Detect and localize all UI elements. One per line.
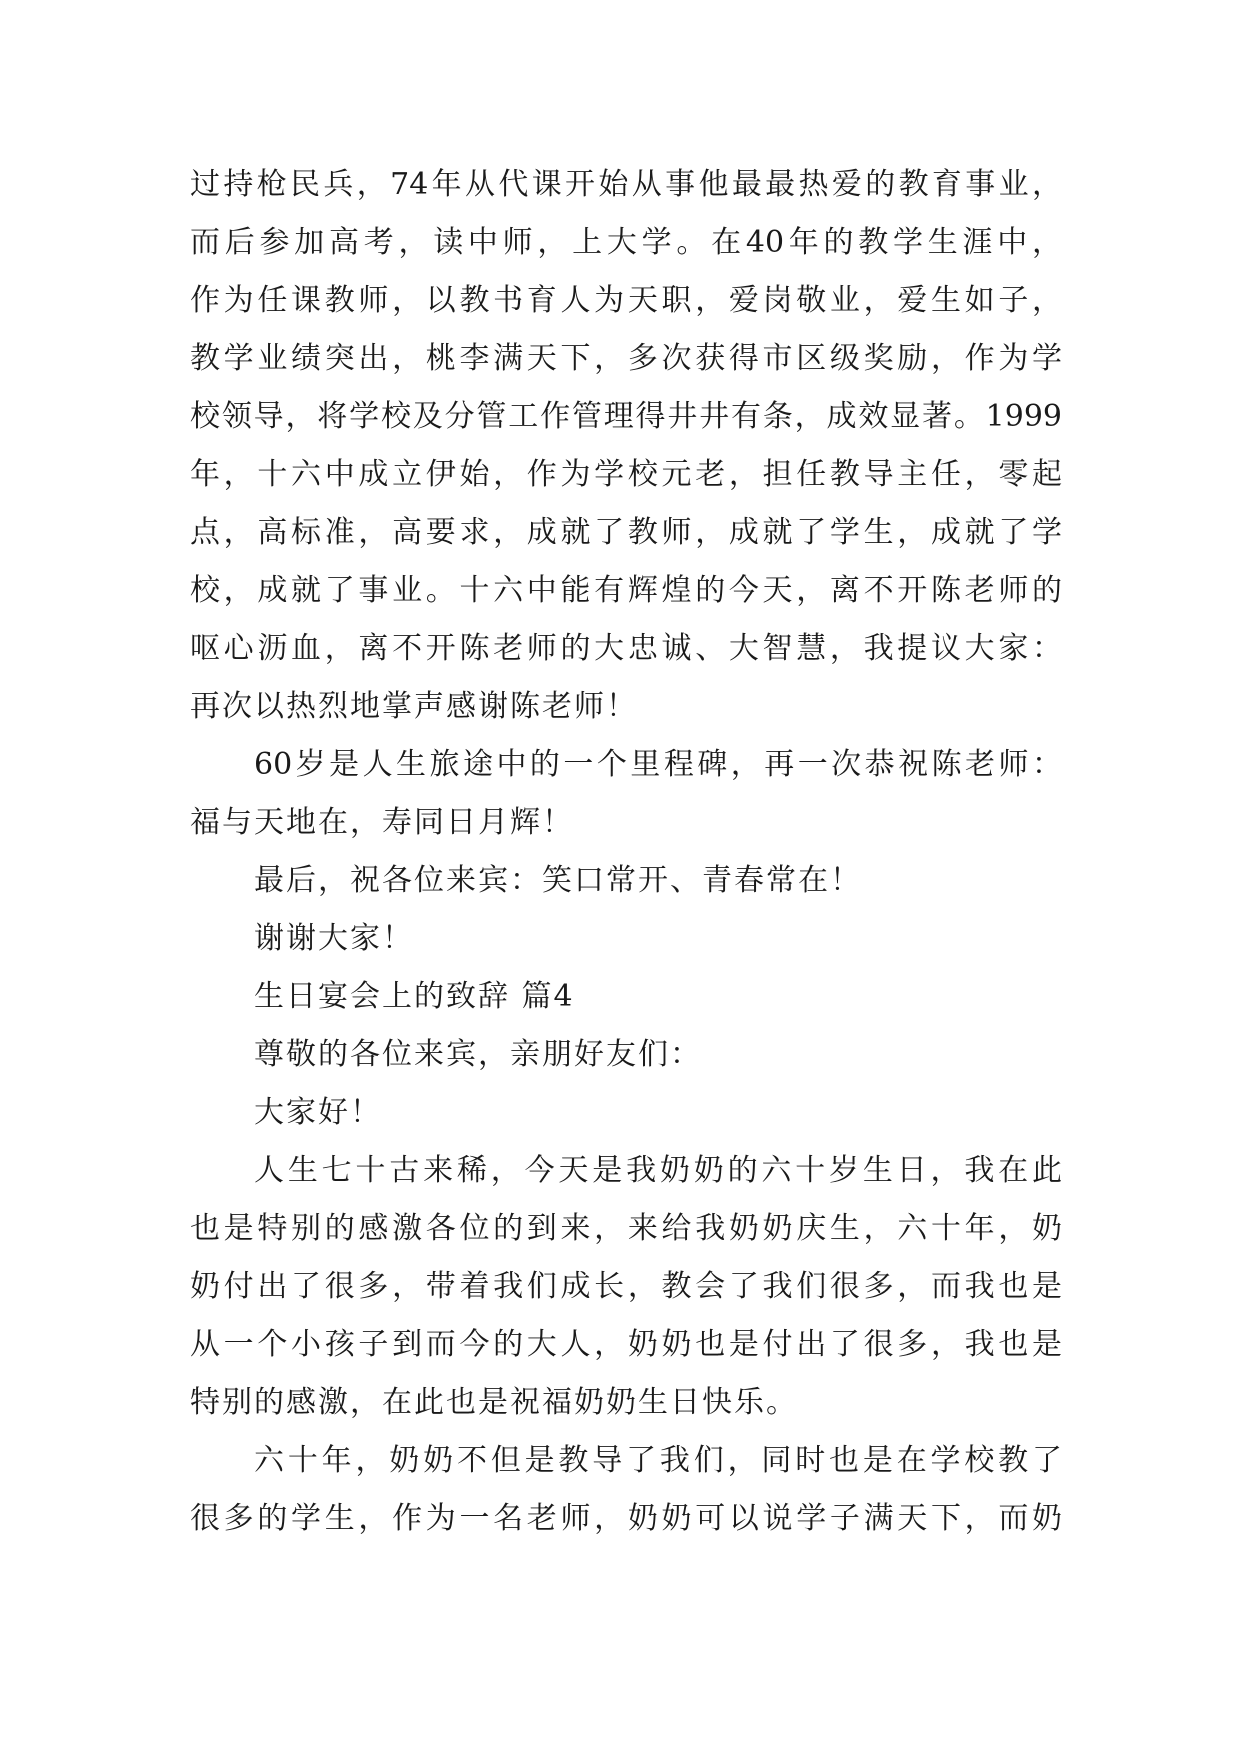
paragraph-line: 呕心沥血，离不开陈老师的大忠诚、大智慧，我提议大家： (190, 631, 1062, 666)
paragraph-line: 谢谢大家！ (254, 921, 414, 956)
paragraph-line: 很多的学生，作为一名老师，奶奶可以说学子满天下，而奶 (190, 1501, 1062, 1536)
paragraph-line: 点，高标准，高要求，成就了教师，成就了学生，成就了学 (190, 515, 1062, 550)
paragraph-line: 作为任课教师，以教书育人为天职，爱岗敬业，爱生如子， (190, 283, 1062, 318)
paragraph-line: 再次以热烈地掌声感谢陈老师！ (190, 689, 638, 724)
paragraph-line: 而后参加高考，读中师，上大学。在40年的教学生涯中， (190, 225, 1062, 260)
paragraph-line: 校，成就了事业。十六中能有辉煌的今天，离不开陈老师的 (190, 573, 1062, 608)
section-heading: 生日宴会上的致辞 篇4 (254, 979, 575, 1014)
paragraph-line: 特别的感激，在此也是祝福奶奶生日快乐。 (190, 1385, 798, 1420)
paragraph-line: 教学业绩突出，桃李满天下，多次获得市区级奖励，作为学 (190, 341, 1062, 376)
greeting: 大家好！ (254, 1095, 382, 1130)
paragraph-line: 六十年，奶奶不但是教导了我们，同时也是在学校教了 (254, 1443, 1062, 1478)
paragraph-line: 年，十六中成立伊始，作为学校元老，担任教导主任，零起 (190, 457, 1062, 492)
paragraph-line: 60岁是人生旅途中的一个里程碑，再一次恭祝陈老师： (254, 747, 1062, 782)
paragraph-line: 从一个小孩子到而今的大人，奶奶也是付出了很多，我也是 (190, 1327, 1062, 1362)
paragraph-line: 过持枪民兵，74年从代课开始从事他最最热爱的教育事业， (190, 167, 1062, 202)
paragraph-line: 奶付出了很多，带着我们成长，教会了我们很多，而我也是 (190, 1269, 1062, 1304)
paragraph-line: 校领导，将学校及分管工作管理得井井有条，成效显著。1999 (190, 399, 1062, 434)
paragraph-line: 也是特别的感激各位的到来，来给我奶奶庆生，六十年，奶 (190, 1211, 1062, 1246)
paragraph-line: 福与天地在，寿同日月辉！ (190, 805, 574, 840)
paragraph-line: 人生七十古来稀，今天是我奶奶的六十岁生日，我在此 (254, 1153, 1062, 1188)
paragraph-line: 最后，祝各位来宾：笑口常开、青春常在！ (254, 863, 862, 898)
salutation: 尊敬的各位来宾，亲朋好友们： (254, 1037, 702, 1072)
